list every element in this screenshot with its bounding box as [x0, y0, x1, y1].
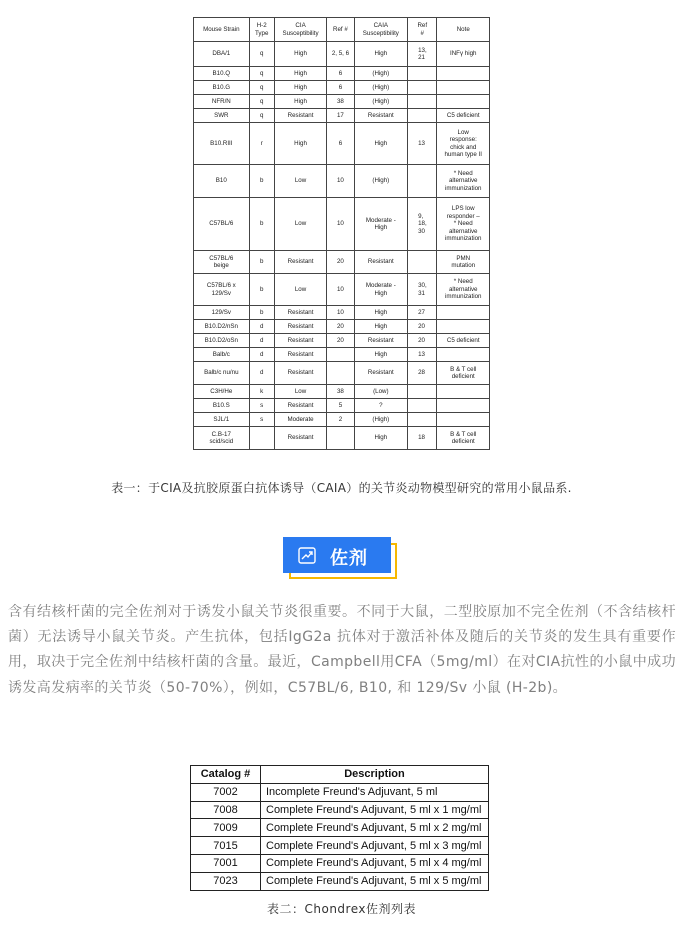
table-cell: q — [249, 67, 274, 81]
table-row — [194, 123, 490, 165]
table-cell — [437, 320, 490, 334]
table-cell: * Need alternative immunization — [437, 274, 490, 306]
column-header: Description — [261, 766, 489, 784]
table-cell: Balb/c nu/nu — [194, 362, 250, 385]
table-cell: Moderate — [274, 413, 326, 427]
table-cell — [437, 385, 490, 399]
table-cell: 13 — [408, 123, 437, 165]
table-cell — [437, 81, 490, 95]
column-header: CAIA Susceptibility — [354, 18, 408, 42]
product-description: Complete Freund's Adjuvant, 5 ml x 4 mg/ml — [261, 854, 489, 872]
table-cell: 30, 31 — [408, 274, 437, 306]
table-cell: Resistant — [354, 109, 408, 123]
table-cell: Resistant — [274, 348, 326, 362]
catalog-number: 7001 — [191, 854, 261, 872]
table-cell: 129/Sv — [194, 306, 250, 320]
table-cell: 13 — [408, 348, 437, 362]
table-cell — [327, 362, 354, 385]
section-badge — [283, 537, 403, 579]
table-cell — [408, 413, 437, 427]
trend-chart-icon — [298, 547, 316, 564]
table-cell: (High) — [354, 95, 408, 109]
table-cell: q — [249, 42, 274, 67]
table-row — [194, 362, 490, 385]
table-row — [191, 837, 489, 855]
table-cell: C.B-17 scid/scid — [194, 427, 250, 450]
table-cell: Balb/c — [194, 348, 250, 362]
body-paragraph: 含有结核杆菌的完全佐剂对于诱发小鼠关节炎很重要。不同于大鼠，二型胶原加不完全佐剂（不含结核杆菌）无法诱导小鼠关节炎。产生抗体，包括IgG2a 抗体对于激活补体及随后的关节炎的发生具有重要作用，取决于完全佐剂中结核杆菌的含量。最近，Campbell用CFA（5mg/ml）在对CIA抗性的小鼠中成功诱发高发病率的关节炎（50-70%），例如，C57BL/6, B10, 和 129/Sv 小鼠 (H-2b)。 — [8, 604, 676, 696]
table-cell: SWR — [194, 109, 250, 123]
catalog-number: 7023 — [191, 872, 261, 890]
table-cell: b — [249, 251, 274, 274]
table-cell: B10.Q — [194, 67, 250, 81]
badge-box — [283, 537, 391, 573]
table-row — [194, 95, 490, 109]
table-cell — [408, 81, 437, 95]
table-cell: Low — [274, 385, 326, 399]
table-cell: B10.D2/oSn — [194, 334, 250, 348]
table-row — [191, 801, 489, 819]
adjuvant-catalog-table — [190, 765, 489, 891]
table-cell: High — [354, 306, 408, 320]
table-row — [194, 81, 490, 95]
table-cell — [437, 399, 490, 413]
table-cell: d — [249, 348, 274, 362]
table-cell — [327, 427, 354, 450]
table-row — [194, 67, 490, 81]
table-cell: (High) — [354, 81, 408, 95]
table-cell: Resistant — [274, 109, 326, 123]
table-row — [194, 251, 490, 274]
table-cell: * Need alternative immunization — [437, 165, 490, 198]
table-row — [191, 783, 489, 801]
table-cell: q — [249, 81, 274, 95]
table-cell — [437, 348, 490, 362]
table-cell: B10 — [194, 165, 250, 198]
table-cell: ? — [354, 399, 408, 413]
table-cell — [437, 95, 490, 109]
table-cell — [437, 67, 490, 81]
table-cell — [408, 165, 437, 198]
table-cell: B10.G — [194, 81, 250, 95]
table-cell: INFγ high — [437, 42, 490, 67]
table-row — [194, 427, 490, 450]
table-cell: High — [274, 67, 326, 81]
table-cell — [408, 399, 437, 413]
table-cell: Low — [274, 165, 326, 198]
table-cell: C57BL/6 x 129/Sv — [194, 274, 250, 306]
table-cell: 2 — [327, 413, 354, 427]
table-cell: Resistant — [354, 362, 408, 385]
table-cell — [408, 95, 437, 109]
product-description: Complete Freund's Adjuvant, 5 ml x 1 mg/ml — [261, 801, 489, 819]
table-row — [191, 854, 489, 872]
table-cell: Low — [274, 274, 326, 306]
table-cell: 10 — [327, 198, 354, 251]
column-header: CIA Susceptibility — [274, 18, 326, 42]
table-cell: r — [249, 123, 274, 165]
table-cell: 10 — [327, 165, 354, 198]
table-cell: High — [274, 42, 326, 67]
table-cell: (High) — [354, 413, 408, 427]
product-description: Complete Freund's Adjuvant, 5 ml x 3 mg/ml — [261, 837, 489, 855]
table-row — [194, 399, 490, 413]
product-description: Complete Freund's Adjuvant, 5 ml x 5 mg/ml — [261, 872, 489, 890]
table-cell: High — [354, 320, 408, 334]
table-cell: 38 — [327, 385, 354, 399]
table-row — [194, 334, 490, 348]
table-cell: C57BL/6 — [194, 198, 250, 251]
table-cell: 17 — [327, 109, 354, 123]
table-row — [194, 306, 490, 320]
table-cell: 20 — [327, 320, 354, 334]
table-cell: b — [249, 274, 274, 306]
table-cell: B10.S — [194, 399, 250, 413]
table-row — [194, 198, 490, 251]
table-cell: 20 — [408, 334, 437, 348]
table-cell: High — [354, 123, 408, 165]
table-cell: High — [274, 95, 326, 109]
column-header: H-2 Type — [249, 18, 274, 42]
table-cell: 27 — [408, 306, 437, 320]
table-cell: 13, 21 — [408, 42, 437, 67]
table-cell: Resistant — [274, 399, 326, 413]
table-header-row — [191, 766, 489, 784]
table-row — [194, 42, 490, 67]
table-cell: d — [249, 320, 274, 334]
table-cell: 10 — [327, 306, 354, 320]
table-row — [194, 385, 490, 399]
table-cell: Moderate - High — [354, 274, 408, 306]
table-row — [191, 819, 489, 837]
table-cell: C57BL/6 beige — [194, 251, 250, 274]
table-cell: Resistant — [274, 320, 326, 334]
table-cell: d — [249, 362, 274, 385]
table-cell: b — [249, 165, 274, 198]
catalog-number: 7015 — [191, 837, 261, 855]
table-header-row — [194, 18, 490, 42]
table-cell: b — [249, 306, 274, 320]
table-cell: d — [249, 334, 274, 348]
table-cell: High — [354, 348, 408, 362]
table-cell — [408, 109, 437, 123]
table-cell — [408, 67, 437, 81]
table2-caption: 表二：Chondrex佐剂列表 — [267, 902, 416, 916]
mouse-strain-table — [193, 17, 490, 450]
table-row — [194, 274, 490, 306]
table-cell: Resistant — [354, 334, 408, 348]
table-cell: 38 — [327, 95, 354, 109]
table-cell — [408, 385, 437, 399]
table-cell: High — [274, 81, 326, 95]
table-cell: q — [249, 95, 274, 109]
product-description: Complete Freund's Adjuvant, 5 ml x 2 mg/ml — [261, 819, 489, 837]
table-cell: High — [274, 123, 326, 165]
table-row — [194, 165, 490, 198]
table-cell: Resistant — [274, 251, 326, 274]
table-cell: B10.D2/nSn — [194, 320, 250, 334]
table-cell: Resistant — [274, 334, 326, 348]
table-cell: 6 — [327, 67, 354, 81]
table-cell: s — [249, 399, 274, 413]
table-cell: DBA/1 — [194, 42, 250, 67]
table-cell: 10 — [327, 274, 354, 306]
table-cell: C5 deficient — [437, 109, 490, 123]
catalog-number: 7002 — [191, 783, 261, 801]
table-cell: k — [249, 385, 274, 399]
table-cell: (High) — [354, 67, 408, 81]
table-cell — [437, 413, 490, 427]
table-row — [194, 413, 490, 427]
table-cell: PMN mutation — [437, 251, 490, 274]
column-header: Ref # — [327, 18, 354, 42]
table-cell: s — [249, 413, 274, 427]
table-cell: LPS low responder – * Need alternative immunization — [437, 198, 490, 251]
table-cell: 18 — [408, 427, 437, 450]
table-cell: 20 — [327, 251, 354, 274]
table-cell: 28 — [408, 362, 437, 385]
table-cell: C3H/He — [194, 385, 250, 399]
table-cell: Resistant — [354, 251, 408, 274]
table-row — [191, 872, 489, 890]
table-cell: 6 — [327, 81, 354, 95]
column-header: Note — [437, 18, 490, 42]
table-row — [194, 320, 490, 334]
table-row — [194, 348, 490, 362]
table-cell: C5 deficient — [437, 334, 490, 348]
table-cell: 2, 5, 6 — [327, 42, 354, 67]
table-cell: (High) — [354, 165, 408, 198]
table-cell: SJL/1 — [194, 413, 250, 427]
catalog-number: 7008 — [191, 801, 261, 819]
table-cell: 5 — [327, 399, 354, 413]
table-cell — [437, 306, 490, 320]
table1-caption: 表一：于CIA及抗胶原蛋白抗体诱导（CAIA）的关节炎动物模型研究的常用小鼠品系. — [111, 481, 572, 495]
table-cell: (Low) — [354, 385, 408, 399]
table-cell: High — [354, 427, 408, 450]
product-description: Incomplete Freund's Adjuvant, 5 ml — [261, 783, 489, 801]
table-cell: 20 — [327, 334, 354, 348]
table-cell: 20 — [408, 320, 437, 334]
table-cell — [327, 348, 354, 362]
table-cell: 9, 18, 30 — [408, 198, 437, 251]
table-cell: Low response: chick and human type II — [437, 123, 490, 165]
table-cell — [249, 427, 274, 450]
table-cell: Resistant — [274, 362, 326, 385]
column-header: Catalog # — [191, 766, 261, 784]
table-cell — [408, 251, 437, 274]
column-header: Mouse Strain — [194, 18, 250, 42]
table-cell: Resistant — [274, 306, 326, 320]
table-cell: 6 — [327, 123, 354, 165]
table-cell: High — [354, 42, 408, 67]
catalog-number: 7009 — [191, 819, 261, 837]
table-cell: NFR/N — [194, 95, 250, 109]
table-cell: B & T cell deficient — [437, 427, 490, 450]
section-title: 佐剂 — [330, 548, 368, 569]
table-row — [194, 109, 490, 123]
table-cell: b — [249, 198, 274, 251]
table-cell: B10.RIII — [194, 123, 250, 165]
table-cell: Moderate - High — [354, 198, 408, 251]
column-header: Ref # — [408, 18, 437, 42]
table-cell: Resistant — [274, 427, 326, 450]
table-cell: Low — [274, 198, 326, 251]
table-cell: B & T cell deficient — [437, 362, 490, 385]
table-cell: q — [249, 109, 274, 123]
